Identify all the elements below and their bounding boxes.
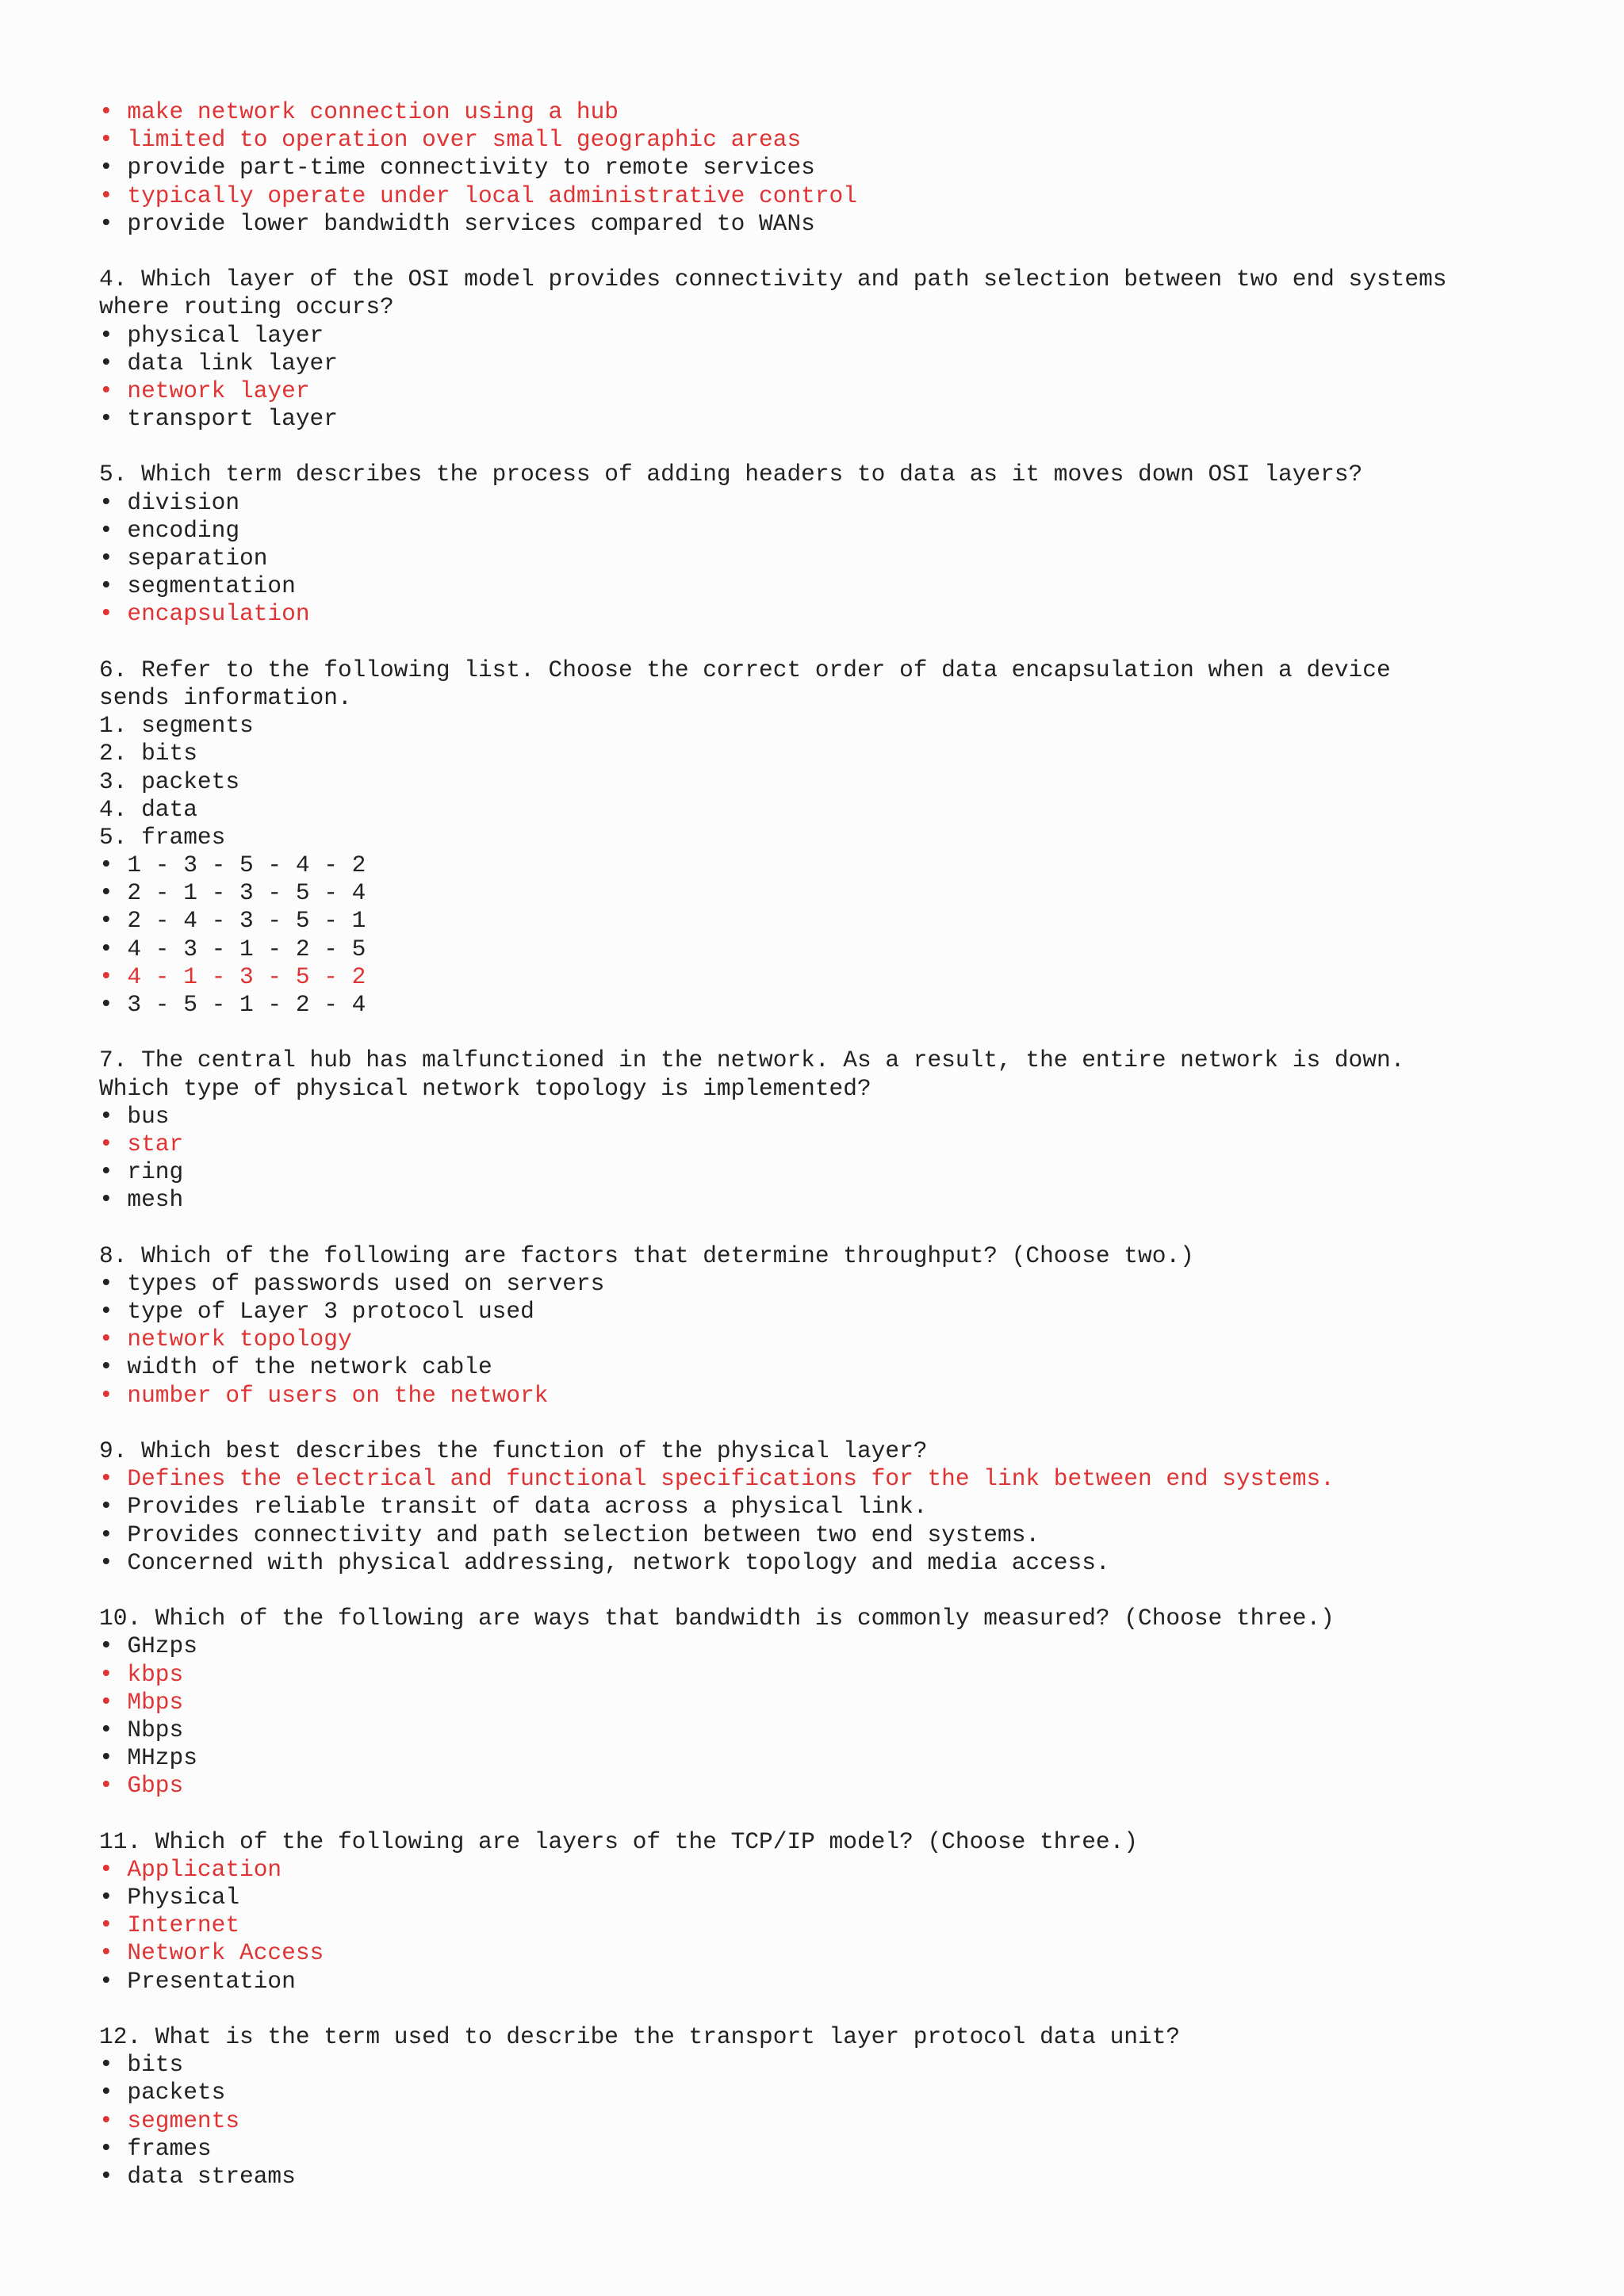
option bbox=[99, 2135, 1590, 2163]
option-text: network topology bbox=[127, 1326, 352, 1353]
list-item: 3. packets bbox=[99, 767, 240, 795]
option-text: Application bbox=[127, 1855, 282, 1883]
option-correct bbox=[99, 1772, 1590, 1800]
bullet: • bbox=[99, 1772, 113, 1800]
option-text: star bbox=[127, 1130, 184, 1158]
option bbox=[99, 936, 1590, 963]
option bbox=[99, 1521, 1590, 1549]
bullet: • bbox=[99, 1548, 113, 1576]
bullet: • bbox=[99, 126, 113, 154]
bullet: • bbox=[99, 488, 113, 516]
bullet: • bbox=[99, 962, 113, 990]
bullet: • bbox=[99, 935, 113, 962]
option-correct bbox=[99, 1382, 1590, 1410]
bullet: • bbox=[99, 349, 113, 377]
bullet: • bbox=[99, 182, 113, 209]
option bbox=[99, 1298, 1590, 1326]
option-correct bbox=[99, 182, 1590, 210]
question-9-text: 9. Which best describes the function of the physical layer? bbox=[99, 1437, 928, 1464]
option-text: network layer bbox=[127, 377, 310, 404]
list-item: 4. data bbox=[99, 795, 197, 823]
bullet: • bbox=[99, 377, 113, 404]
option-text: 2 - 4 - 3 - 5 - 1 bbox=[127, 907, 366, 935]
spacer bbox=[99, 433, 1590, 461]
option-text: transport layer bbox=[127, 405, 338, 433]
option-text: Nbps bbox=[127, 1716, 184, 1743]
option bbox=[99, 489, 1590, 517]
bullet: • bbox=[99, 991, 113, 1018]
bullet: • bbox=[99, 516, 113, 544]
option bbox=[99, 1744, 1590, 1772]
option bbox=[99, 879, 1590, 907]
bullet: • bbox=[99, 2162, 113, 2190]
question-7-text: 7. The central hub has malfunctioned in the network. As a result, the entire network is down. bbox=[99, 1047, 1405, 1074]
option-correct bbox=[99, 1856, 1590, 1884]
option-text: MHzps bbox=[127, 1744, 197, 1772]
option-text: physical layer bbox=[127, 321, 324, 349]
bullet: • bbox=[99, 1381, 113, 1409]
option-text: 4 - 3 - 1 - 2 - 5 bbox=[127, 935, 366, 962]
option-text: provide lower bandwidth services compared to WANs bbox=[127, 209, 815, 237]
option bbox=[99, 2051, 1590, 2079]
bullet: • bbox=[99, 98, 113, 125]
spacer bbox=[99, 1215, 1590, 1242]
spacer bbox=[99, 1800, 1590, 1827]
option bbox=[99, 1158, 1590, 1186]
question-7-text-cont: Which type of physical network topology is implemented? bbox=[99, 1074, 871, 1102]
option-text: limited to operation over small geographic areas bbox=[127, 126, 802, 154]
option-correct bbox=[99, 1911, 1590, 1939]
question-6-text-cont: sends information. bbox=[99, 683, 352, 711]
option-correct bbox=[99, 1689, 1590, 1716]
bullet: • bbox=[99, 600, 113, 628]
spacer bbox=[99, 1019, 1590, 1047]
option-text: Physical bbox=[127, 1884, 240, 1911]
option-text: Provides reliable transit of data across a physical link. bbox=[127, 1493, 928, 1521]
option-correct bbox=[99, 1326, 1590, 1353]
bullet: • bbox=[99, 1102, 113, 1130]
bullet: • bbox=[99, 545, 113, 572]
option-correct bbox=[99, 963, 1590, 991]
spacer bbox=[99, 1577, 1590, 1605]
option-text: Gbps bbox=[127, 1772, 184, 1800]
option-text: 1 - 3 - 5 - 4 - 2 bbox=[127, 851, 366, 879]
option bbox=[99, 1968, 1590, 1996]
bullet: • bbox=[99, 1130, 113, 1158]
option-text: encapsulation bbox=[127, 600, 310, 628]
quiz-document bbox=[99, 98, 1590, 2191]
option-text: Provides connectivity and path selection between two end systems. bbox=[127, 1521, 1040, 1548]
option-text: mesh bbox=[127, 1186, 184, 1214]
option bbox=[99, 405, 1590, 433]
question-12-text: 12. What is the term used to describe the transport layer protocol data unit? bbox=[99, 2022, 1181, 2050]
option-correct bbox=[99, 1661, 1590, 1689]
option bbox=[99, 1549, 1590, 1577]
bullet: • bbox=[99, 1269, 113, 1297]
option bbox=[99, 210, 1590, 238]
option-text: 2 - 1 - 3 - 5 - 4 bbox=[127, 879, 366, 907]
option-correct bbox=[99, 1939, 1590, 1967]
bullet: • bbox=[99, 1884, 113, 1911]
list-item: 1. segments bbox=[99, 712, 254, 740]
option bbox=[99, 350, 1590, 377]
bullet: • bbox=[99, 2079, 113, 2107]
option-text: Concerned with physical addressing, network topology and media access. bbox=[127, 1548, 1110, 1576]
bullet: • bbox=[99, 1855, 113, 1883]
option-correct bbox=[99, 1465, 1590, 1493]
option bbox=[99, 2163, 1590, 2191]
option-text: segmentation bbox=[127, 572, 296, 600]
option-text: data link layer bbox=[127, 349, 338, 377]
question-10-text: 10. Which of the following are ways that bandwidth is commonly measured? (Choose three.) bbox=[99, 1605, 1335, 1632]
option-text: kbps bbox=[127, 1660, 184, 1688]
option-text: GHzps bbox=[127, 1632, 197, 1660]
option-text: type of Layer 3 protocol used bbox=[127, 1298, 534, 1326]
option bbox=[99, 517, 1590, 545]
option-text: Defines the electrical and functional specifications for the link between end systems. bbox=[127, 1465, 1335, 1493]
option bbox=[99, 1103, 1590, 1131]
option bbox=[99, 1186, 1590, 1214]
option-text: 3 - 5 - 1 - 2 - 4 bbox=[127, 991, 366, 1018]
option bbox=[99, 851, 1590, 879]
option-text: encoding bbox=[127, 516, 240, 544]
bullet: • bbox=[99, 1186, 113, 1214]
list-item: 2. bits bbox=[99, 740, 197, 767]
option-text: number of users on the network bbox=[127, 1381, 549, 1409]
option-text: bus bbox=[127, 1102, 170, 1130]
question-8-text: 8. Which of the following are factors that determine throughput? (Choose two.) bbox=[99, 1242, 1194, 1269]
option bbox=[99, 1493, 1590, 1521]
question-5-text: 5. Which term describes the process of adding headers to data as it moves down OSI layers? bbox=[99, 461, 1363, 488]
spacer bbox=[99, 1410, 1590, 1437]
bullet: • bbox=[99, 1744, 113, 1772]
spacer bbox=[99, 1996, 1590, 2023]
bullet: • bbox=[99, 154, 113, 182]
option bbox=[99, 322, 1590, 350]
bullet: • bbox=[99, 907, 113, 935]
option bbox=[99, 1716, 1590, 1744]
bullet: • bbox=[99, 209, 113, 237]
option-text: provide part-time connectivity to remote services bbox=[127, 154, 815, 182]
option-correct bbox=[99, 126, 1590, 154]
option-correct bbox=[99, 377, 1590, 405]
bullet: • bbox=[99, 1326, 113, 1353]
bullet: • bbox=[99, 1632, 113, 1660]
option bbox=[99, 1353, 1590, 1381]
bullet: • bbox=[99, 572, 113, 600]
bullet: • bbox=[99, 1660, 113, 1688]
bullet: • bbox=[99, 1465, 113, 1493]
option-correct bbox=[99, 2107, 1590, 2135]
bullet: • bbox=[99, 1353, 113, 1381]
option-text: Presentation bbox=[127, 1967, 296, 1995]
option-text: types of passwords used on servers bbox=[127, 1269, 605, 1297]
option-text: segments bbox=[127, 2107, 240, 2134]
bullet: • bbox=[99, 2134, 113, 2162]
bullet: • bbox=[99, 1521, 113, 1548]
question-4-text-cont: where routing occurs? bbox=[99, 293, 394, 321]
bullet: • bbox=[99, 1939, 113, 1967]
option-text: packets bbox=[127, 2079, 226, 2107]
bullet: • bbox=[99, 321, 113, 349]
option bbox=[99, 1632, 1590, 1660]
bullet: • bbox=[99, 2051, 113, 2079]
question-11-text: 11. Which of the following are layers of the TCP/IP model? (Choose three.) bbox=[99, 1827, 1139, 1855]
bullet: • bbox=[99, 1716, 113, 1743]
option-text: bits bbox=[127, 2051, 184, 2079]
option-text: Mbps bbox=[127, 1688, 184, 1716]
option-text: Internet bbox=[127, 1911, 240, 1939]
bullet: • bbox=[99, 851, 113, 879]
spacer bbox=[99, 629, 1590, 656]
option-text: division bbox=[127, 488, 240, 516]
option-text: 4 - 1 - 3 - 5 - 2 bbox=[127, 962, 366, 990]
option-text: Network Access bbox=[127, 1939, 324, 1967]
option bbox=[99, 1270, 1590, 1298]
list-item: 5. frames bbox=[99, 823, 226, 851]
bullet: • bbox=[99, 2107, 113, 2134]
option-correct bbox=[99, 600, 1590, 628]
question-4-text: 4. Which layer of the OSI model provides connectivity and path selection between two end systems bbox=[99, 266, 1447, 293]
bullet: • bbox=[99, 405, 113, 433]
bullet: • bbox=[99, 1158, 113, 1186]
option-correct bbox=[99, 98, 1590, 126]
option bbox=[99, 154, 1590, 182]
option-text: data streams bbox=[127, 2162, 296, 2190]
bullet: • bbox=[99, 879, 113, 907]
option-text: width of the network cable bbox=[127, 1353, 492, 1381]
option bbox=[99, 991, 1590, 1019]
option-text: ring bbox=[127, 1158, 184, 1186]
option bbox=[99, 907, 1590, 935]
option bbox=[99, 572, 1590, 600]
spacer bbox=[99, 238, 1590, 266]
option bbox=[99, 2079, 1590, 2107]
bullet: • bbox=[99, 1967, 113, 1995]
option-text: make network connection using a hub bbox=[127, 98, 619, 125]
option-text: typically operate under local administrative control bbox=[127, 182, 857, 209]
option bbox=[99, 1884, 1590, 1911]
bullet: • bbox=[99, 1911, 113, 1939]
bullet: • bbox=[99, 1688, 113, 1716]
bullet: • bbox=[99, 1298, 113, 1326]
option-correct bbox=[99, 1131, 1590, 1158]
question-6-text: 6. Refer to the following list. Choose the correct order of data encapsulation when a device bbox=[99, 656, 1391, 683]
option-text: separation bbox=[127, 545, 268, 572]
option-text: frames bbox=[127, 2134, 212, 2162]
bullet: • bbox=[99, 1493, 113, 1521]
option bbox=[99, 545, 1590, 572]
